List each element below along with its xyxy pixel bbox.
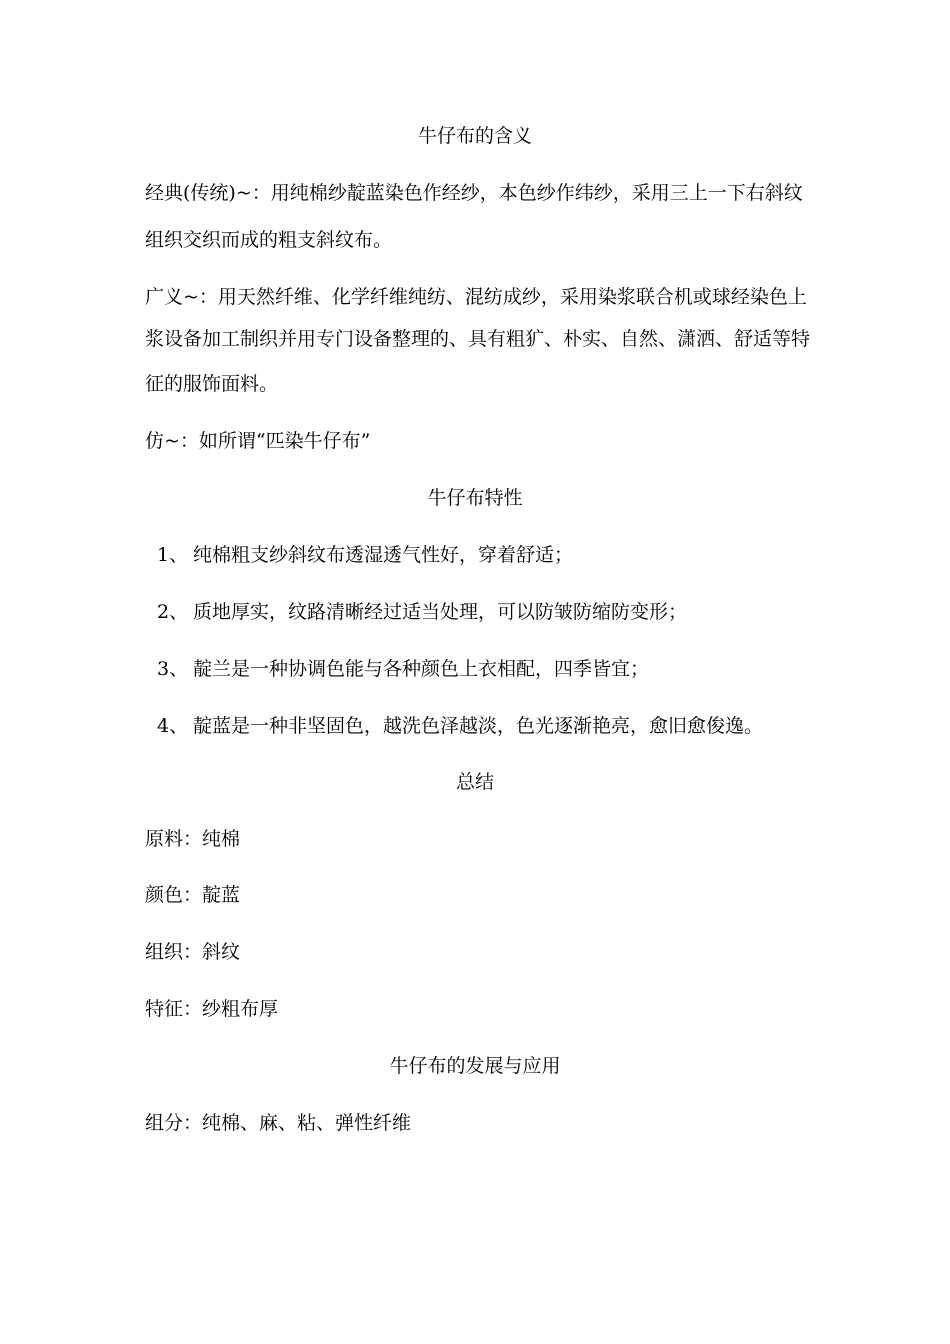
list-number: 2、 [157, 601, 189, 623]
broad-definition-line-2: 浆设备加工制织并用专门设备整理的、具有粗犷、朴实、自然、潇洒、舒适等特 [145, 328, 811, 350]
section-title-meaning: 牛仔布的含义 [417, 125, 532, 147]
summary-feature: 特征：纱粗布厚 [145, 998, 279, 1020]
list-text: 质地厚实，纹路清晰经过适当处理，可以防皱防缩防变形； [193, 601, 688, 623]
list-number: 4、 [157, 715, 189, 737]
list-text: 纯棉粗支纱斜纹布透湿透气性好，穿着舒适； [193, 544, 574, 566]
broad-definition-line-1: 广义~：用天然纤维、化学纤维纯纺、混纺成纱，采用染浆联合机或球经染色上 [145, 286, 807, 308]
property-item-1 [157, 543, 817, 567]
broad-definition-line-3: 征的服饰面料。 [145, 373, 279, 395]
section-title-development: 牛仔布的发展与应用 [389, 1055, 561, 1077]
list-text: 靛兰是一种协调色能与各种颜色上衣相配，四季皆宜； [193, 658, 650, 680]
summary-color: 颜色：靛蓝 [145, 884, 241, 906]
components-line: 组分：纯棉、麻、粘、弹性纤维 [145, 1112, 412, 1134]
list-text: 靛蓝是一种非坚固色，越洗色泽越淡，色光逐渐艳亮，愈旧愈俊逸。 [193, 715, 764, 737]
property-item-2 [157, 600, 817, 624]
summary-weave: 组织：斜纹 [145, 941, 241, 963]
summary-material: 原料：纯棉 [145, 828, 241, 850]
section-title-properties: 牛仔布特性 [427, 487, 523, 509]
classic-definition-line-1: 经典(传统)~：用纯棉纱靛蓝染色作经纱，本色纱作纬纱，采用三上一下右斜纹 [145, 182, 803, 204]
section-title-summary: 总结 [455, 771, 494, 793]
property-item-4 [157, 714, 817, 738]
property-item-3 [157, 657, 817, 681]
list-number: 1、 [157, 544, 189, 566]
imitation-definition: 仿~：如所谓“匹染牛仔布” [145, 430, 371, 452]
classic-definition-line-2: 组织交织而成的粗支斜纹布。 [145, 229, 393, 251]
list-number: 3、 [157, 658, 189, 680]
